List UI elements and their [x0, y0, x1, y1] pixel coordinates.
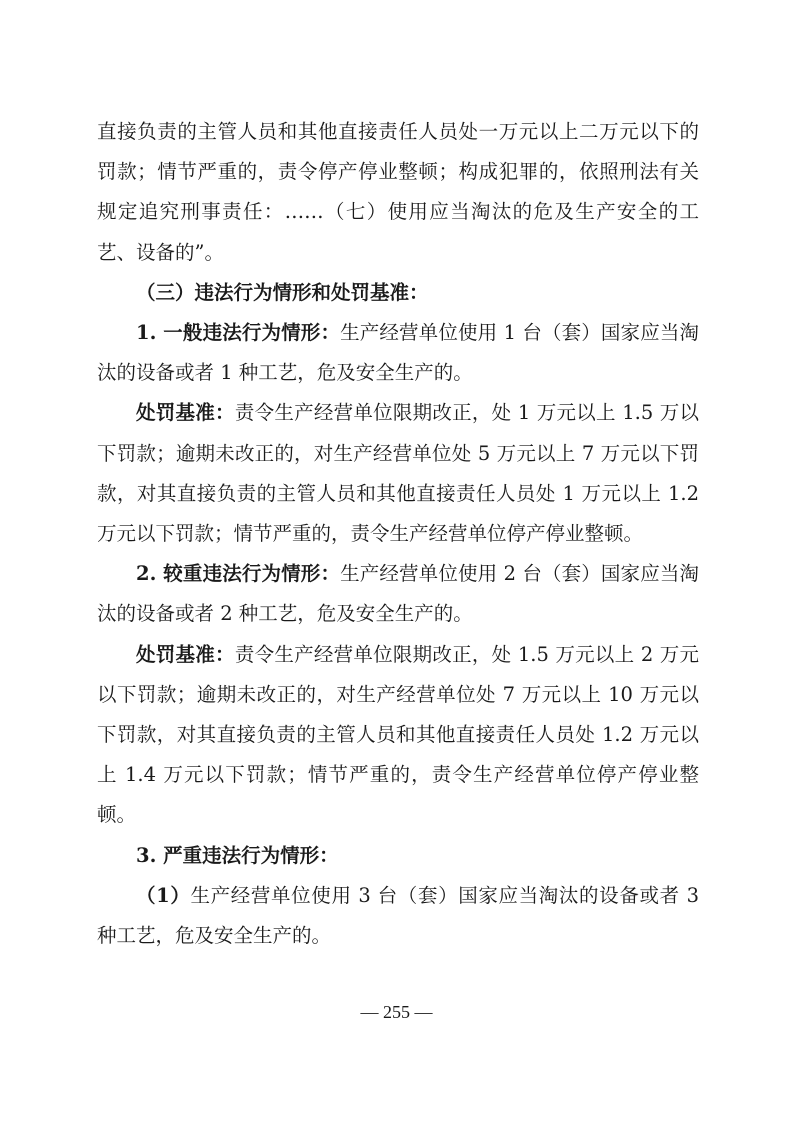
paragraph-text: 责令生产经营单位限期改正，处 1.5 万元以上 2 万元以下罚款；逾期未改正的，对生产经营单位处 7 万元以上 10 万元以下罚款，对其直接负责的主管人员和其他直接责任人员处 1.2 万元以上 1.4 万元以下罚款；情节严重的，责令生产经营单位停产停业整顿。: [97, 642, 699, 827]
paragraph-label: 3. 严重违法行为情形：: [136, 843, 339, 867]
paragraph-label: 2. 较重违法行为情形：: [136, 562, 341, 586]
paragraph-label: 处罚基准：: [136, 401, 235, 425]
paragraph-text: 责令生产经营单位限期改正，处 1 万元以上 1.5 万以下罚款；逾期未改正的，对生产经营单位处 5 万元以上 7 万元以下罚款，对其直接负责的主管人员和其他直接责任人员处 1 万元以上 1.2 万元以下罚款；情节严重的，责令生产经营单位停产停业整顿。: [97, 401, 699, 546]
paragraph-continuation: [97, 112, 699, 273]
paragraph-text: 生产经营单位使用 1 台（套）国家应当淘汰的设备或者 1 种工艺，危及安全生产的。: [97, 321, 699, 385]
paragraph-text: 直接负责的主管人员和其他直接责任人员处一万元以上二万元以下的罚款；情节严重的，责令停产停业整顿；构成犯罪的，依照刑法有关规定追究刑事责任：……（七）使用应当淘汰的危及生产安全的工艺、设备的”。: [97, 120, 699, 264]
paragraph-penalty-serious: [97, 635, 699, 836]
section-heading-label: （三）违法行为情形和处罚基准：: [136, 280, 429, 304]
paragraph-severe-heading: [97, 836, 699, 876]
paragraph-general-violation: [97, 313, 699, 393]
section-heading: [97, 273, 699, 313]
paragraph-severe-item-1: [97, 876, 699, 956]
paragraph-label: 处罚基准：: [136, 642, 235, 666]
paragraph-text: 生产经营单位使用 2 台（套）国家应当淘汰的设备或者 2 种工艺，危及安全生产的。: [97, 562, 699, 626]
document-body: [97, 112, 699, 956]
paragraph-text: 生产经营单位使用 3 台（套）国家应当淘汰的设备或者 3 种工艺，危及安全生产的。: [97, 883, 699, 948]
paragraph-label: （1）: [136, 883, 191, 907]
paragraph-serious-violation: [97, 554, 699, 634]
paragraph-penalty-general: [97, 393, 699, 554]
page-number: — 255 —: [360, 1002, 433, 1022]
paragraph-label: 1. 一般违法行为情形：: [136, 321, 341, 345]
